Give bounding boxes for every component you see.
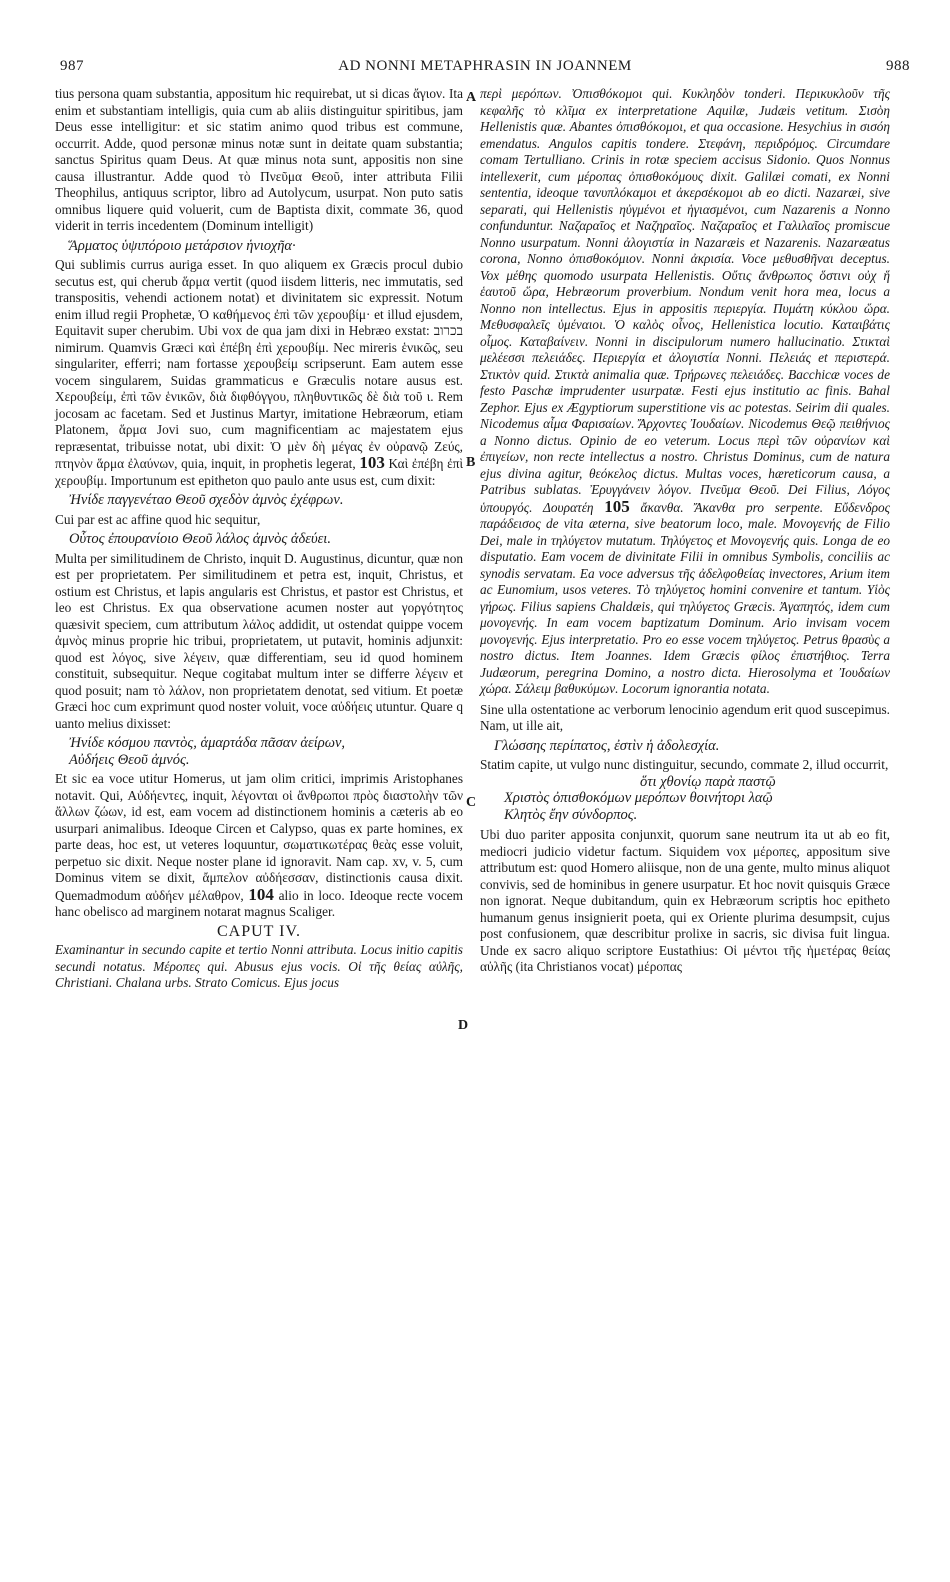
section-marker-a: A (466, 90, 477, 105)
summary-text: περὶ μερόπων. Ὀπισθόκομοι qui. Κυκληδὸν tonderi. Περικυκλοῦν τῆς κεφαλῆς τὸ κλῖμα ex interpretatione Aquilæ, Judæis vetitum. Σισὸη Hellenistis quæ. Abantes ὀπισθόκομοι, et qua occasione. Hesychius in σισόη emendatus. Angulos capitis tondere. Στεφάνη, περιδρόμος. Circumdare comam Tertulliano. Crinis in rotæ speciem accisus Sidonio. Quos Nonnus intellexerit, cum μέροπας ὀπισθοκόμους dixit. Galilæi comati, ex Nonni sententia, ideoque τανυπλόκαμοι et ἀκερσέκομοι ab eo dicti. Nazaræi, sive separati, qui Hellenistis ηὐγμένοι et ἡγιασμένοι, cum Nazarenis a Nonno confunduntur. Ναζαραῖος et Ναζηραῖος. Ναζαραῖος et Γαλιλαῖος promiscue Nonno usurpatum. Nonni ἀλογιστία in Nazaræis et Nazarenis. Nazaræatus corona, Nonno ὀπισθοκόμιον. Nonni ἀκρισία. Voce μεθυσθῆναι deceptus. Vox μέθης quomodo usurpata Hellenistis. Οὔτις ἄνθρωπος ὅστινι οὐχ ἥ ἑαυτοῦ ὥρα, Hebræorum proverbium. Nondum venit hora mea, locus a Nonno non intellectus. Ejus in appositis περιεργία. Πυμάτη κύκλου ὥρα. Μεθυσφαλεῖς ὑμέναιοι. Ὁ καλὸς οἶνος, Hellenistica locutio. Καταιβάτις οἶμος. Καταβαίνειν. Nonni in discipulorum numero hallucinatio. Στικταὶ μελέεσσι πελειάδες. Περιεργία et ἀλογιστία Nonni. Πελειάς et περιστερά. Στικτὸν quid. Στικτὰ animalia quæ. Τρήρωνες πελειάδες. Bacchicæ voces de festo Paschæ imprudenter usurpatæ. Festi ejus institutio ac finis. Bahal Zephor. Ejus ex Ægyptiorum superstitione vis ac potestas. Seirim dii quales. Nicodemus αἷμα Φαρισαίων. Ἄρχοντες Ἰουδαίων. Nicodemus Θεῷ πειθήνιος a Nonno dictus. Opinio de eo veterum. Locus περὶ τῶν οὐρανίων καὶ ἐπιγείων, non recte intellectus a nostro. Christus Dominus, cum de natura ejus divina agitur, θεόκελος dictus. Multas voces, hæreticorum causa, a Patribus sublatas. Ἐρυγγάνειν λόγον. Πνεῦμα Θεοῦ. Dei Filius, Λόγος ὑπουργός. Δουρατέη (480, 86, 890, 515)
paragraph-text: alio in loco. Ideoque recte vocem hanc obelisco ad marginem notarat magnus Scaliger. (55, 887, 463, 919)
chapter-heading: CAPUT IV. (217, 922, 301, 940)
greek-verse: ὅτι χθονίῳ παρὰ παστῷ (640, 773, 776, 790)
paragraph (55, 771, 463, 921)
greek-verse: Χριστὸς ὀπισθοκόμων μερόπων θοινήτορι λαῷ (504, 790, 773, 806)
paragraph-text: Et sic ea voce utitur Homerus, ut jam olim critici, imprimis Aristophanes notavit. Qui, Αὐδήεντες, inquit, λέγονται οἱ ἄνθρωποι πρὸς διαστολὴν τῶν ἄλλων ζώων, id est, eam vocem ad distinctionem hominis a cæteris ab eo usurpari animalibus. Ideoque Circen et Calypso, quas ex parte homines, ex parte deas, hoc est, ut veteres loquuntur, σωματικωτέρας θεὰς esse voluit, perpetuo sic dixit. Neque noster plane id ignoravit. Nam cap. xv, v. 5, cum Dominus vitem se dixit, ἄμπελον αὐδήεσσαν, distinctionis causa dixit. Quemadmodum αὐδήεν μέλαθρον, (55, 771, 463, 903)
greek-verse: Αὐδήεις Θεοῦ ἀμνός. (69, 751, 190, 768)
running-title: AD NONNI METAPHRASIN IN JOANNEM (338, 58, 632, 74)
left-column (55, 86, 463, 992)
column-number: 105 (604, 496, 630, 516)
greek-verse: Ἠνίδε παγγενέταο Θεοῦ σχεδὸν ἀμνὸς ἐχέφρων. (69, 492, 344, 508)
paragraph-text: Qui sublimis currus auriga esset. In quo aliquem ex Græcis procul dubio secutus est, qui cherub ἅρμα vertit (quod iisdem litteris, nec immutatis, sed transpositis, vehendi actionem notat) et divinitatem sic expressit. Notum enim illud regii Prophetæ, Ὁ καθήμενος ἐπὶ τῶν χερουβίμ· et illud ejusdem, Equitavit super cherubim. Ubi vox de qua jam dixi in Hebræo exstat: בכרוב nimirum. Quamvis Græci καὶ ἐπέβη ἐπὶ χερουβίμ. Nec mireris ἑνικῶς, seu singulariter, efferri; nam fortasse χερουβείμ scripserunt. Eam autem esse vocem singularem, Suidas grammaticus e Græculis notare ausus est. Χερουβείμ, ἐπὶ τῶν ἑνικῶν, διὰ διφθόγγου, πληθυντικῶς δὲ διὰ τοῦ ι. Rem jocosam ac facetam. Sed et Justinus Martyr, imitatione Hebræorum, etiam Platonem, ἅρμα Jovi suo, cum magnificentiam ac majestatem ejus repræsentat, tribuisse notat, ubi dixit: Ὁ μὲν δὴ μέγας ἐν οὐρανῷ Ζεύς, πτηνὸν ἅρμα ἐλαύνων, quia, inquit, in prophetis legerat, (55, 257, 463, 471)
column-number: 104 (248, 884, 274, 904)
section-marker-d: D (458, 1018, 469, 1033)
page-number-right: 988 (886, 58, 910, 74)
paragraph-text: Καὶ ἐπέβη ἐπὶ χερουβίμ. Importunum est epitheton quo paulo ante usus est, cum dixit: (55, 456, 464, 488)
paragraph: Sine ulla ostentatione ac verborum lenocinio agendum erit quod suscepimus. Nam, ut ille ait, (480, 701, 890, 733)
greek-verse: Κλητὸς ἔην σύνδορπος. (504, 806, 638, 823)
paragraph (55, 257, 463, 489)
right-column (480, 86, 890, 976)
paragraph: Cui par est ac affine quod hic sequitur, (55, 511, 261, 527)
chapter-summary-continued (480, 86, 890, 698)
greek-verse: Γλώσσης περίπατος, ἐστὶν ἡ ἀδολεσχία. (494, 737, 720, 754)
paragraph: tius persona quam substantia, appositum hic requirebat, ut si dicas ἄγιον. Ita enim et substantiam intelligis, quia cum ab aliis distinguitur spiritibus, jam Deus esse intelligitur: et sic statim animo quod tribus est commune, occurrit. Adde, quod personæ minus notæ sunt in deitate quam substantia; sanctus Spiritus quam Deus. At quæ minus nota sunt, appositis non sine causa illustrantur. Adde quod τὸ Πνεῦμα Θεοῦ, inter attributa Filii Theophilus, antiquus scriptor, libro ad Autolycum, usurpat. Non puto satis omnibus liquere quid voluerit, cum de Baptista dixit, commate 36, quod viderit in terris incedentem (Dominum intelligit) (55, 86, 463, 233)
section-marker-b: B (466, 455, 476, 470)
page-number-left: 987 (60, 58, 84, 74)
greek-verse: Ἠνίδε κόσμου παντὸς, ἁμαρτάδα πᾶσαν ἀείρων, (69, 735, 346, 751)
paragraph: Statim capite, ut vulgo nunc distinguitur, secundo, commate 2, illud occurrit, (480, 757, 889, 772)
running-header (60, 58, 910, 82)
section-marker-c: C (466, 795, 477, 810)
column-number: 103 (359, 453, 385, 472)
greek-verse: Οὗτος ἐπουρανίοιο Θεοῦ λάλος ἀμνὸς ἀδεύει. (69, 531, 331, 547)
greek-verse: Ἅρματος ὑψιπόροιο μετάρσιον ἡνιοχῆα· (69, 237, 296, 254)
summary-text: ἄκανθα. Ἄκανθα pro serpente. Εὔδενδρος παράδεισος de vita æterna, sive beatorum loco, male. Μονογενής de Filio Dei, male in τηλύγετον mutatum. Τηλύγετος et Μονογενής quis. Longa de eo disputatio. Eam vocem de divinitate Filii in omnibus Symbolis, conciliis ac synodis servatam. Ea voce adversus τῆς ἀδελφοθείας invectores, Arium item ac Eunomium, usos veteres. Τὸ τηλύγετος homini convenire et tantum. Υἱὸς γήρως. Filius sapiens Chaldæis, qui τηλύγετος Græcis. Ἀγαπητός, idem cum μονογενής. In eam vocem baptizatum Dominum. Ario invisam vocem μονογενής. Ejus interpretatio. Pro eo esse vocem τηλύγετος. Petrus θρασὺς a nostro dictus. Item Joannes. Idem Græcis φίλος ἐπιστήθιος. Terra Judæorum, peregrina Domino, a nostro dicta. Hierosolyma et Ἰουδαίων χώρα. Σάλειμ βαθυκύμων. Locorum ignorantia notata. (480, 499, 890, 696)
paragraph: Multa per similitudinem de Christo, inquit D. Augustinus, dicuntur, quæ non est per proprietatem. Per similitudinem et petra est, inquit, Christus, et ostium est Christus, et lapis angularis est Christus, et pastor est Christus, et leo est Christus. Ex qua observatione acumen noster aut γοργότητος quæsivit speciem, cum attributum λάλος addidit, ut ostendat quippe vocem ἀμνὸς minus proprie hic tribui, proprietatem, ut putavit, hominis adjunxit: quod est λόγος, sive λέγειν, quæ differentiam, seu id quod hominem constituit, subsequitur. Neque cogitabat multum inter se differre λέγειν et quod posuit; nam τὸ λάλον, non proprietatem denotat, sed vitium. Et poetæ Græci hoc cum exprimunt quod noster voluit, voce αὐδήεις utuntur. Quare q uanto melius dixisset: (55, 550, 463, 731)
paragraph: Ubi duo pariter apposita conjunxit, quorum sane neutrum ita ut ab eo fit, mediocri judicio videtur factum. Siquidem vox μέροπες, appositum sive attributum est: quod Homero aliisque, non de una gente, multo minus aliquot convivis, sed de hominibus in genere usurpatur. Et hoc novit quisquis Græce non ignorat. Neque dubitandum, quin ex Hebræorum scriptis hoc epitheto humanum genus insignierit poeta, qui ex Oriente plurima desumpsit, cujus post confusionem, quæ describitur prolixe in sacris, sic divisa fuit lingua. Unde ex sacro aliquo scriptore Eustathius: Οἱ μέντοι τῆς ἡμετέρας θείας αὐλῆς (ita Christianos vocat) μέροπας (480, 827, 890, 974)
chapter-summary: Examinantur in secundo capite et tertio Nonni attributa. Locus initio capitis secundi notatus. Μέροπες qui. Abusus ejus vocis. Οἱ τῆς θείας αὐλῆς, Christiani. Chalana urbs. Strato Comicus. Ejus jocus (55, 942, 463, 990)
